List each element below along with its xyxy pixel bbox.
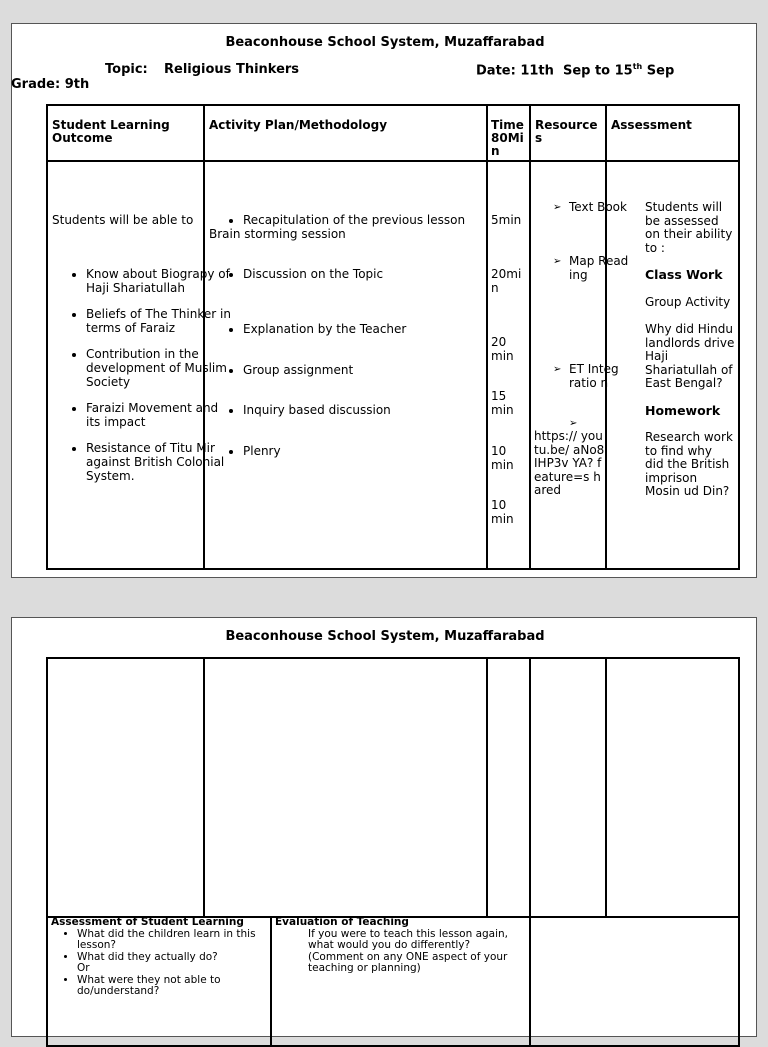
resource-item: ➢ Text Book	[569, 201, 639, 215]
evaluation-text: If you were to teach this lesson again, what would you do differently? (Comment on any ONE aspect of your teaching or planning)	[308, 927, 509, 974]
grade-label: Grade: 9th	[11, 77, 90, 92]
outcome-item: • Beliefs of The Thinker in terms of Faraiz	[86, 308, 236, 335]
activity-item-wrap	[205, 364, 523, 378]
homework-text: Research work to find why did the British imprison Mosin ud Din?	[645, 430, 733, 499]
activity-item: • Group assignment	[243, 364, 523, 378]
arrow-bullet-icon: ➢	[569, 418, 578, 429]
evaluation-reflection	[272, 916, 529, 976]
time-value: 10 min	[491, 444, 514, 472]
lesson-plan-table	[46, 104, 740, 570]
col-header-resources: Resource s	[535, 118, 598, 145]
time-value: 5min	[491, 213, 522, 227]
assess-question: • What did they actually do?	[77, 952, 267, 964]
assess-learning-title: Assessment of Student Learning	[51, 916, 244, 928]
time-value: 10 min	[491, 498, 514, 526]
empty-cell	[204, 658, 487, 917]
classwork-activity: Group Activity	[645, 295, 731, 309]
assessment-reflection	[48, 916, 270, 999]
outcome-item: • Know about Biograpy of Haji Shariatullah	[86, 268, 236, 295]
time-value: 15 min	[491, 389, 514, 417]
activity-item: • Discussion on the Topic	[243, 268, 523, 282]
lesson-date	[476, 62, 674, 78]
resources-cell	[531, 162, 629, 568]
activities-list-1	[205, 214, 523, 228]
times-cell	[488, 162, 529, 568]
outcome-item: • Resistance of Titu Mir against British Colonial System.	[86, 442, 236, 483]
reflection-table	[46, 916, 740, 1047]
document-page-1	[11, 23, 757, 578]
activity-item: • Plenry	[243, 445, 523, 459]
homework-title: Homework	[645, 403, 721, 418]
empty-cell	[47, 658, 204, 917]
outcomes-cell	[48, 162, 231, 568]
empty-cell	[530, 916, 739, 1046]
col-header-activity: Activity Plan/Methodology	[209, 118, 388, 132]
topic-label: Topic:	[105, 62, 148, 77]
outcome-item: • Contribution in the development of Muslim Society	[86, 348, 236, 389]
activity-item: • Explanation by the Teacher	[243, 323, 523, 337]
date-start-month: Sep to 15	[562, 63, 633, 79]
school-title-2: Beaconhouse School System, Muzaffarabad	[225, 629, 545, 644]
date-label: Date:	[476, 63, 516, 79]
col-header-assessment: Assessment	[611, 118, 692, 132]
empty-cell	[606, 658, 739, 917]
classwork-question: Why did Hindu landlords drive Haji Shariatullah of East Bengal?	[645, 322, 735, 391]
activity-sub: Brain storming session	[209, 227, 346, 241]
activity-item-wrap	[205, 404, 523, 418]
school-title: Beaconhouse School System, Muzaffarabad	[225, 35, 545, 50]
date-suffix: th	[632, 62, 643, 71]
topic-value: Religious Thinkers	[164, 62, 300, 77]
assess-question: • What were they not able to do/understand?	[77, 975, 267, 998]
date-end-month: Sep	[646, 63, 675, 79]
outcomes-intro: Students will be able to	[52, 213, 194, 227]
assessment-intro: Students will be assessed on their ability to :	[645, 200, 733, 255]
activities-cell	[205, 162, 486, 568]
classwork-title: Class Work	[645, 267, 723, 282]
lesson-plan-table-continued	[46, 657, 740, 918]
empty-cell	[530, 658, 606, 917]
time-value: 20mi n	[491, 267, 522, 295]
resource-item: ➢ ET Integ ratio n	[569, 363, 639, 390]
assess-question: • What did the children learn in this lesson?	[77, 929, 267, 952]
activity-item-wrap	[205, 268, 523, 282]
empty-cell	[487, 658, 530, 917]
assess-questions-list	[51, 929, 267, 998]
outcome-item: • Faraizi Movement and its impact	[86, 402, 236, 429]
col-header-time: Time 80Mi n	[491, 118, 524, 158]
activity-item-wrap	[205, 323, 523, 337]
assessment-cell	[607, 162, 738, 568]
document-page-2	[11, 617, 757, 1037]
resource-item: ➢ Map Read ing	[569, 255, 639, 282]
assess-question: Or	[77, 962, 90, 974]
date-start-day: 11th	[520, 63, 554, 79]
evaluation-title: Evaluation of Teaching	[275, 916, 409, 928]
activity-item: • Inquiry based discussion	[243, 404, 523, 418]
activity-item: • Recapitulation of the previous lesson	[243, 214, 523, 228]
resource-link[interactable]: https:// youtu.be/ aNo8IHP3v YA? feature=s hared	[534, 429, 605, 498]
activity-item-wrap	[205, 445, 523, 459]
time-value: 20 min	[491, 335, 514, 363]
col-header-outcome: Student Learning Outcome	[52, 118, 170, 145]
